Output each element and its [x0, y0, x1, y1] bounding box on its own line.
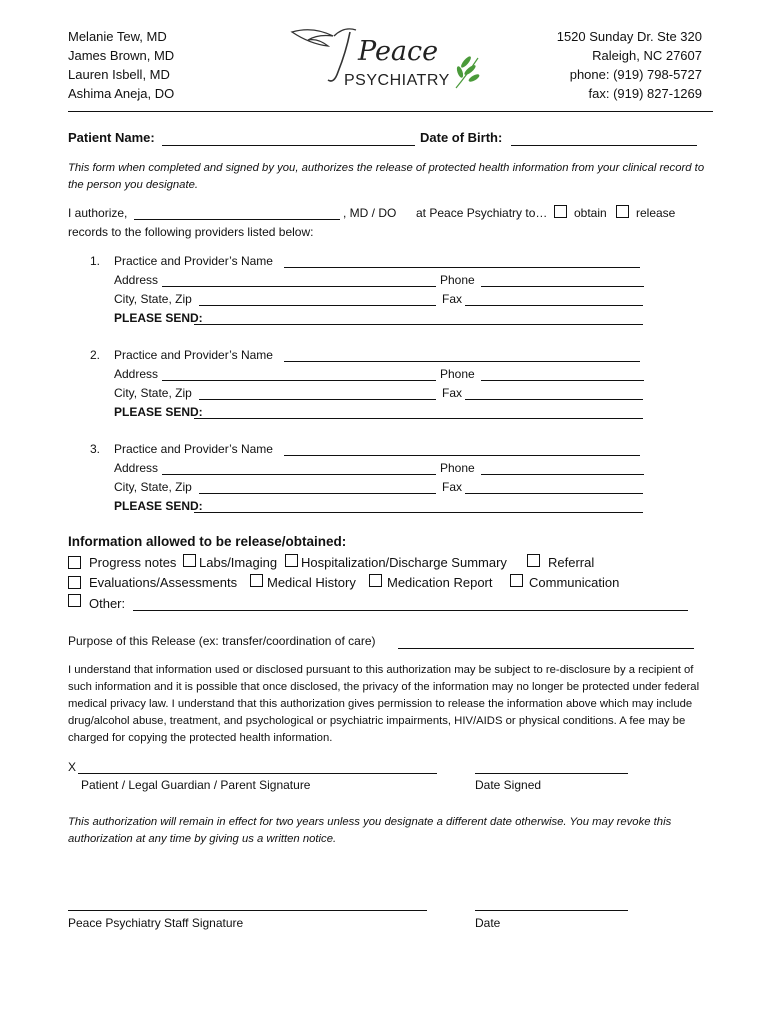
patient-name-field[interactable] [162, 145, 415, 146]
release-checkbox[interactable] [616, 205, 629, 218]
please-send-field[interactable] [194, 418, 643, 419]
validity-text: This authorization will remain in effect for two years unless you designate a different date otherwise. You may revoke this authorization at any time by giving us a written notice. [68, 816, 672, 845]
medication-report-checkbox[interactable] [369, 574, 382, 587]
doctor-name: Ashima Aneja, DO [68, 86, 175, 101]
doctor-name: James Brown, MD [68, 48, 175, 63]
address-line: 1520 Sunday Dr. Ste 320 [556, 29, 702, 44]
other-field[interactable] [133, 610, 688, 611]
address-field[interactable] [162, 380, 436, 381]
staff-signature-label: Peace Psychiatry Staff Signature [68, 916, 244, 930]
logo-word-peace: Peace [358, 36, 439, 67]
checkbox-label: Referral [548, 555, 595, 570]
city-label: City, State, Zip [114, 292, 192, 306]
city-label: City, State, Zip [114, 386, 192, 400]
checkbox-label: Labs/Imaging [199, 555, 278, 570]
authorize-line2: records to the following providers listed below: [68, 225, 314, 239]
please-send-field[interactable] [194, 324, 643, 325]
staff-date-field[interactable] [475, 910, 628, 911]
address-field[interactable] [162, 286, 436, 287]
address-label: Address [114, 461, 159, 475]
signature-x: X [68, 760, 77, 774]
patient-name-label: Patient Name: [68, 130, 155, 145]
patient-signature-field[interactable] [78, 773, 437, 774]
provider-name-label: Practice and Provider’s Name [114, 254, 273, 268]
fax-field[interactable] [465, 399, 643, 400]
please-send-field[interactable] [194, 512, 643, 513]
logo [288, 22, 488, 94]
staff-date-label: Date [475, 916, 501, 930]
fax-line: fax: (919) 827-1269 [588, 86, 702, 101]
authorize-doctor-field[interactable] [134, 219, 340, 220]
intro-text: This form when completed and signed by you, authorizes the release of protected health information from your clinical record to the person you designate. [68, 162, 705, 191]
provider-number: 1. [90, 254, 101, 268]
checkbox-label: Medication Report [387, 575, 493, 590]
release-label: release [636, 206, 676, 220]
phone-label: Phone [440, 461, 475, 475]
logo-word-psychiatry: PSYCHIATRY [344, 72, 450, 89]
please-send-label: PLEASE SEND: [114, 405, 203, 419]
checkbox-label: Evaluations/Assessments [89, 575, 238, 590]
labs-imaging-checkbox[interactable] [183, 554, 196, 567]
purpose-field[interactable] [398, 648, 694, 649]
provider-number: 2. [90, 348, 101, 362]
phone-label: Phone [440, 367, 475, 381]
checkbox-label: Progress notes [89, 555, 177, 570]
provider-name-field[interactable] [284, 455, 640, 456]
obtain-checkbox[interactable] [554, 205, 567, 218]
provider-name-field[interactable] [284, 361, 640, 362]
address-field[interactable] [162, 474, 436, 475]
checkbox-label: Other: [89, 596, 126, 611]
evaluations-checkbox[interactable] [68, 576, 81, 589]
provider-name-field[interactable] [284, 267, 640, 268]
provider-name-label: Practice and Provider’s Name [114, 348, 273, 362]
referral-checkbox[interactable] [527, 554, 540, 567]
please-send-label: PLEASE SEND: [114, 499, 203, 513]
checkbox-label: Communication [529, 575, 620, 590]
date-signed-label: Date Signed [475, 778, 542, 792]
hospitalization-checkbox[interactable] [285, 554, 298, 567]
phone-line: phone: (919) 798-5727 [569, 67, 702, 82]
fax-field[interactable] [465, 305, 643, 306]
fax-field[interactable] [465, 493, 643, 494]
authorize-suffix: , MD / DO [343, 206, 397, 220]
checkbox-label: Hospitalization/Discharge Summary [301, 555, 507, 570]
fax-label: Fax [442, 292, 463, 306]
other-checkbox[interactable] [68, 594, 81, 607]
date-signed-field[interactable] [475, 773, 628, 774]
header-divider [68, 111, 713, 112]
authorize-prefix: I authorize, [68, 206, 128, 220]
fax-label: Fax [442, 480, 463, 494]
phone-label: Phone [440, 273, 475, 287]
info-heading: Information allowed to be release/obtained: [68, 534, 347, 549]
provider-number: 3. [90, 442, 101, 456]
disclosure-text: I understand that information used or disclosed pursuant to this authorization may be subject to re-disclosure by a recipient of such information and it is possible that once disclosed, the privacy of the information may no longer be protected under federal medical privacy law. I understand that this authorization gives permission to release the information above which may include drug/alcohol abuse, treatment, and psychological or psychiatric impairments, HIV/AIDS or physical conditions. A fee may be charged for copying the protected health information. [68, 664, 700, 744]
address-label: Address [114, 273, 159, 287]
please-send-label: PLEASE SEND: [114, 311, 203, 325]
checkbox-label: Medical History [267, 575, 356, 590]
city-field[interactable] [199, 493, 436, 494]
purpose-label: Purpose of this Release (ex: transfer/coordination of care) [68, 634, 376, 648]
city-field[interactable] [199, 399, 436, 400]
provider-name-label: Practice and Provider’s Name [114, 442, 273, 456]
address-label: Address [114, 367, 159, 381]
progress-notes-checkbox[interactable] [68, 556, 81, 569]
medical-history-checkbox[interactable] [250, 574, 263, 587]
dob-field[interactable] [511, 145, 697, 146]
phone-field[interactable] [481, 474, 644, 475]
dob-label: Date of Birth: [420, 130, 503, 145]
doctor-name: Lauren Isbell, MD [68, 67, 170, 82]
authorize-at: at Peace Psychiatry to… [416, 206, 548, 220]
fax-label: Fax [442, 386, 463, 400]
city-label: City, State, Zip [114, 480, 192, 494]
communication-checkbox[interactable] [510, 574, 523, 587]
phone-field[interactable] [481, 286, 644, 287]
city-field[interactable] [199, 305, 436, 306]
phone-field[interactable] [481, 380, 644, 381]
address-line: Raleigh, NC 27607 [592, 48, 702, 63]
obtain-label: obtain [574, 206, 607, 220]
staff-signature-field[interactable] [68, 910, 427, 911]
patient-signature-label: Patient / Legal Guardian / Parent Signature [81, 778, 311, 792]
doctor-name: Melanie Tew, MD [68, 29, 167, 44]
